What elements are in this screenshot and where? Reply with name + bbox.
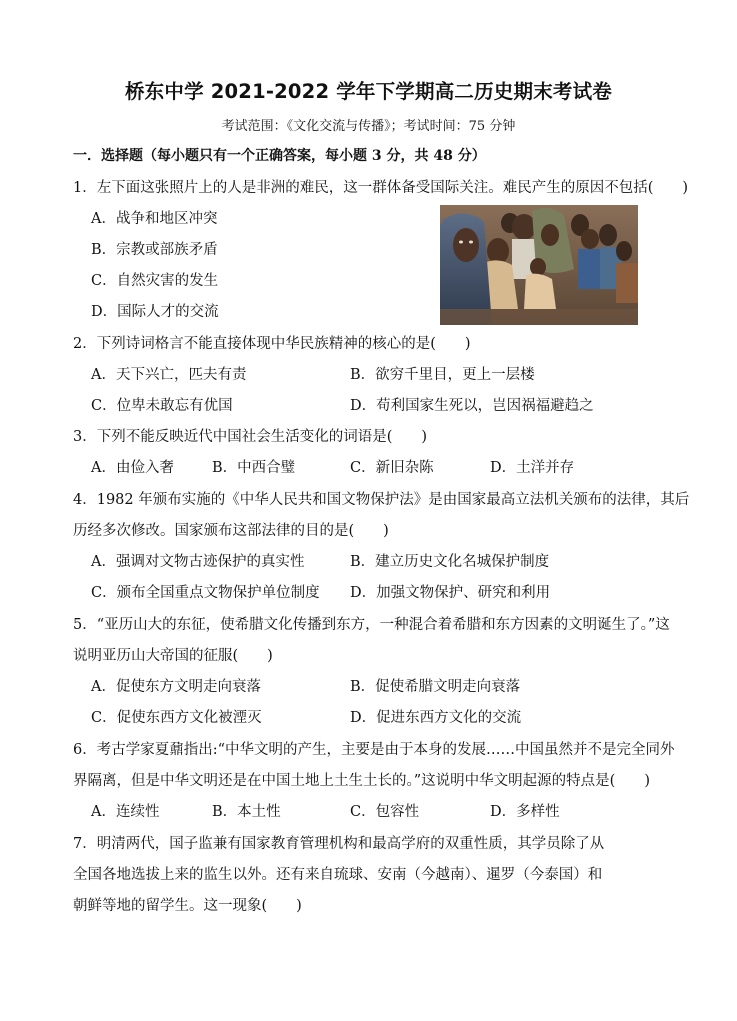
question-6-option-b: B．本土性 bbox=[212, 804, 281, 820]
question-6-option-d: D．多样性 bbox=[490, 804, 560, 820]
question-7-stem-line-3: 朝鲜等地的留学生。这一现象( ) bbox=[73, 898, 302, 914]
question-5-option-a: A．促使东方文明走向衰落 bbox=[91, 679, 261, 695]
question-2-option-b: B．欲穷千里目，更上一层楼 bbox=[350, 367, 535, 383]
question-7-stem-line-1: 7．明清两代，国子监兼有国家教育管理机构和最高学府的双重性质，其学员除了从 bbox=[73, 836, 605, 852]
question-5-option-d: D．促进东西方文化的交流 bbox=[350, 710, 522, 726]
question-6-stem-line-1: 6．考古学家夏鼐指出:“中华文明的产生，主要是由于本身的发展……中国虽然并不是完全同外 bbox=[73, 742, 675, 758]
question-4-option-b: B．建立历史文化名城保护制度 bbox=[350, 554, 550, 570]
question-1-stem: 1．左下面这张照片上的人是非洲的难民，这一群体备受国际关注。难民产生的原因不包括( ) bbox=[73, 180, 689, 196]
exam-scope-subtitle: 考试范围：《文化交流与传播》；考试时间：75 分钟 bbox=[221, 119, 516, 134]
question-4-stem-line-2: 历经多次修改。国家颁布这部法律的目的是( ) bbox=[73, 523, 389, 539]
question-2-option-d: D．苟利国家生死以，岂因祸福避趋之 bbox=[350, 398, 594, 414]
question-5-option-b: B．促使希腊文明走向衰落 bbox=[350, 679, 521, 695]
exam-title: 桥东中学 2021-2022 学年下学期高二历史期末考试卷 bbox=[124, 80, 613, 103]
question-3-option-d: D．土洋并存 bbox=[490, 460, 575, 476]
question-3-option-b: B．中西合璧 bbox=[212, 460, 296, 476]
question-4-option-c: C．颁布全国重点文物保护单位制度 bbox=[91, 585, 320, 601]
question-1-option-c: C．自然灾害的发生 bbox=[91, 273, 219, 289]
question-4-stem-line-1: 4．1982 年颁布实施的《中华人民共和国文物保护法》是由国家最高立法机关颁布的法律，其后 bbox=[73, 492, 690, 508]
question-5-stem-line-1: 5．“亚历山大的东征，使希腊文化传播到东方，一种混合着希腊和东方因素的文明诞生了。”这 bbox=[73, 617, 670, 633]
question-6-stem-line-2: 界隔离，但是中华文明还是在中国土地上土生土长的。”这说明中华文明起源的特点是( ) bbox=[73, 773, 650, 789]
question-1-option-a: A．战争和地区冲突 bbox=[91, 211, 218, 227]
question-5-option-c: C．促使东西方文化被湮灭 bbox=[91, 710, 262, 726]
question-1-option-b: B．宗教或部族矛盾 bbox=[91, 242, 218, 258]
question-4-option-a: A．强调对文物古迹保护的真实性 bbox=[91, 554, 305, 570]
question-2-option-a: A．天下兴亡，匹夫有责 bbox=[91, 367, 247, 383]
question-2-option-c: C．位卑未敢忘有优国 bbox=[91, 398, 233, 414]
question-2-stem: 2．下列诗词格言不能直接体现中华民族精神的核心的是( ) bbox=[73, 336, 471, 352]
question-6-option-a: A．连续性 bbox=[91, 804, 160, 820]
question-3-option-c: C．新旧杂陈 bbox=[350, 460, 434, 476]
question-5-stem-line-2: 说明亚历山大帝国的征服( ) bbox=[73, 648, 273, 664]
refugee-photo bbox=[440, 205, 638, 325]
question-4-option-d: D．加强文物保护、研究和利用 bbox=[350, 585, 551, 601]
section-heading: 一．选择题（每小题只有一个正确答案，每小题 3 分，共 48 分） bbox=[73, 148, 486, 164]
question-1-option-d: D．国际人才的交流 bbox=[91, 304, 219, 320]
question-3-option-a: A．由俭入奢 bbox=[91, 460, 174, 476]
question-6-option-c: C．包容性 bbox=[350, 804, 420, 820]
question-3-stem: 3．下列不能反映近代中国社会生活变化的词语是( ) bbox=[73, 429, 428, 445]
question-7-stem-line-2: 全国各地选拔上来的监生以外。还有来自琉球、安南（今越南）、暹罗（今泰国）和 bbox=[73, 867, 603, 883]
